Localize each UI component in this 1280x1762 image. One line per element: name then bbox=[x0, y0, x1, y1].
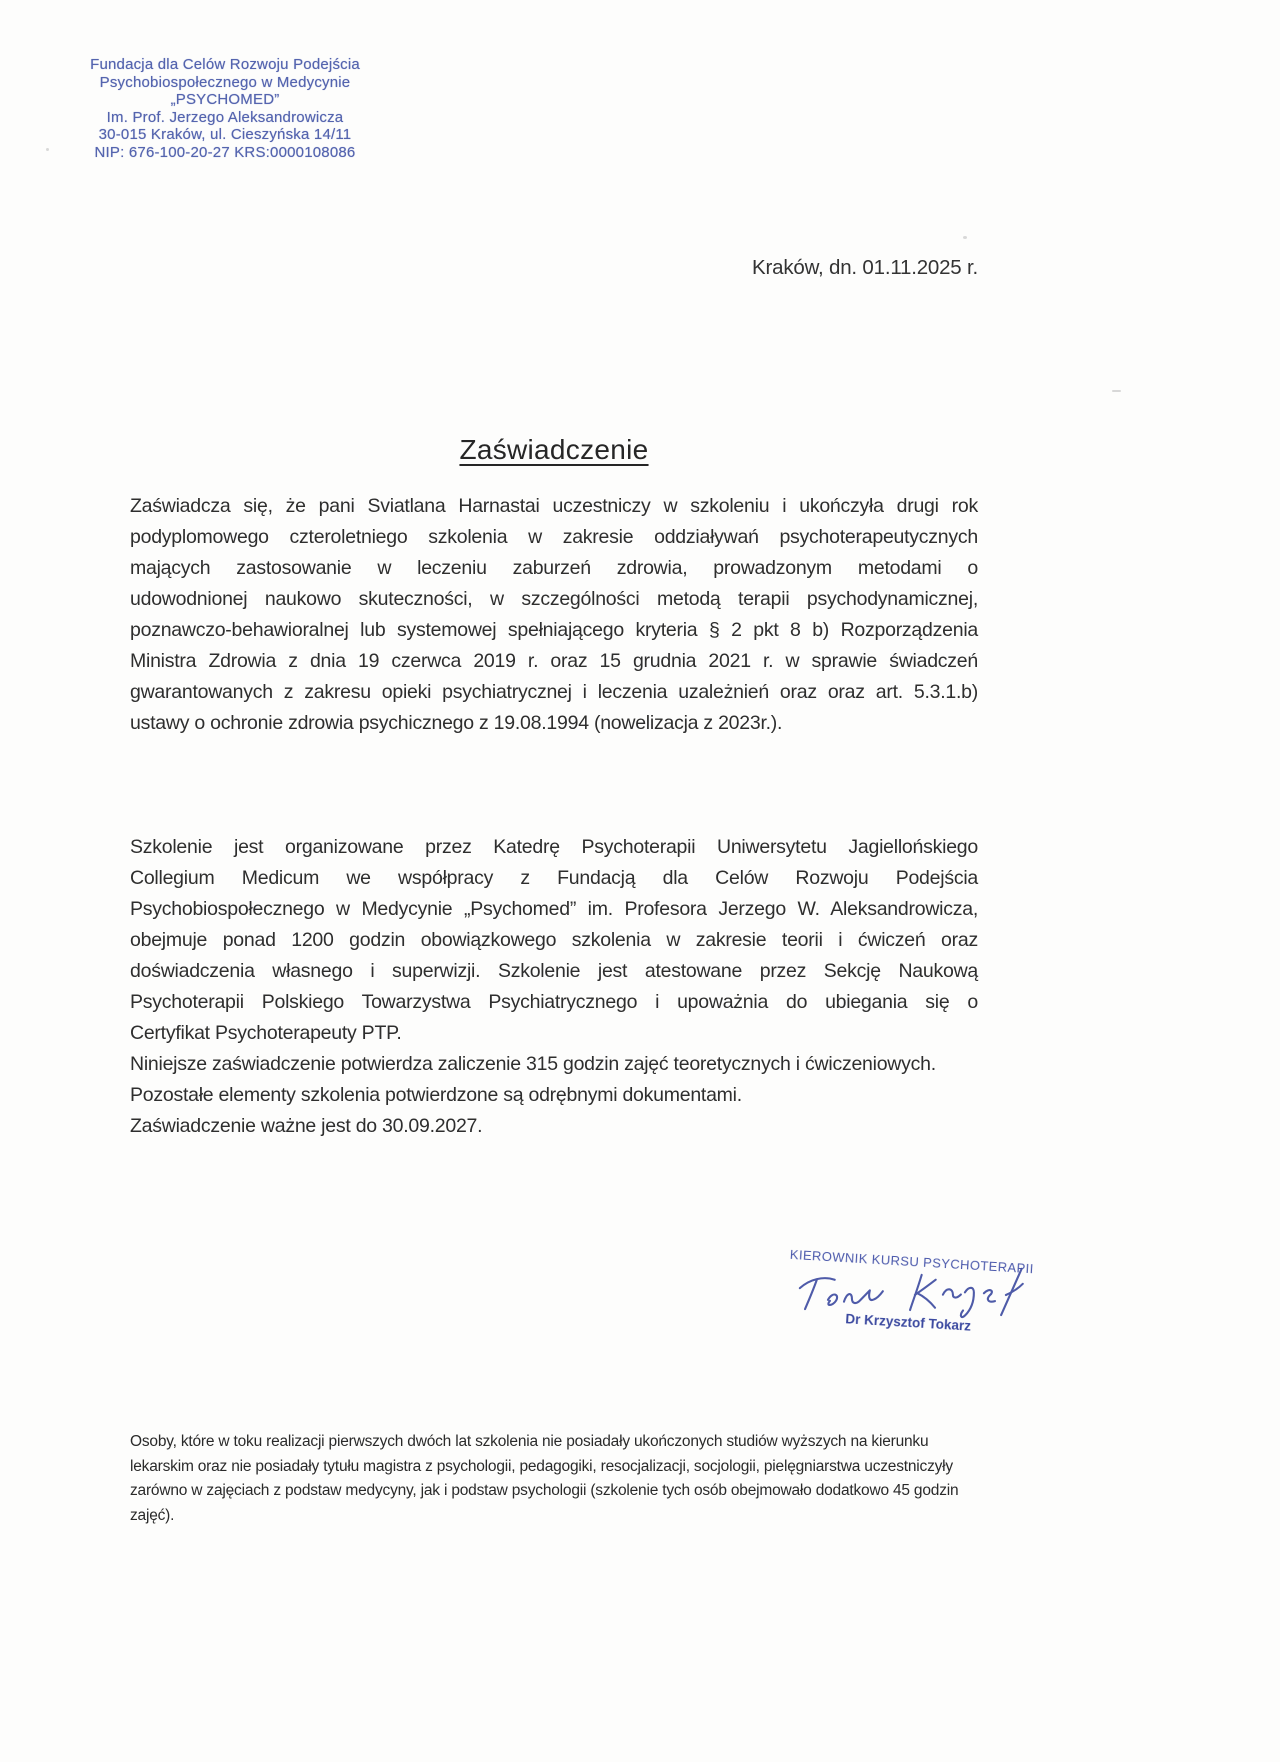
body-line: obejmuje ponad 1200 godzin obowiązkowego szkolenia w zakresie teorii i ćwiczeń oraz bbox=[130, 929, 978, 951]
body-line: Psychobiospołecznego w Medycynie „Psychomed” im. Profesora Jerzego W. Aleksandrowicza, bbox=[130, 898, 978, 920]
body-line: Psychoterapii Polskiego Towarzystwa Psychiatrycznego i upoważnia do ubiegania się o bbox=[130, 991, 978, 1013]
footnote-line: zajęć). bbox=[130, 1506, 175, 1524]
body-line: Zaświadcza się, że pani Sviatlana Harnastai uczestniczy w szkoleniu i ukończyła drugi rok bbox=[130, 495, 978, 517]
body-line: Certyfikat Psychoterapeuty PTP. bbox=[130, 1022, 402, 1044]
stamp-line: Im. Prof. Jerzego Aleksandrowicza bbox=[106, 108, 344, 126]
footnote-line: zarówno w zajęciach z podstaw medycyny, jak i podstaw psychologii (szkolenie tych osób obejmowało dodatkowo 45 godzin bbox=[130, 1482, 959, 1499]
stamp-line: 30-015 Kraków, ul. Cieszyńska 14/11 bbox=[98, 126, 352, 143]
body-line: Collegium Medicum we współpracy z Fundacją dla Celów Rozwoju Podejścia bbox=[130, 867, 978, 889]
date-line: Kraków, dn. 01.11.2025 r. bbox=[752, 256, 978, 279]
signature-role: KIEROWNIK KURSU PSYCHOTERAPII bbox=[789, 1246, 1035, 1277]
signature-name: Dr Krzysztof Tokarz bbox=[844, 1311, 972, 1334]
signature-block bbox=[776, 1246, 1044, 1338]
body-line: Zaświadczenie ważne jest do 30.09.2027. bbox=[130, 1115, 483, 1137]
body-line: doświadczenia własnego i superwizji. Szkolenie jest atestowane przez Sekcję Naukową bbox=[130, 960, 978, 982]
scan-speck bbox=[1112, 390, 1121, 392]
body-paragraph-1 bbox=[130, 491, 978, 739]
body-line: Ministra Zdrowia z dnia 19 czerwca 2019 r. oraz 15 grudnia 2021 r. w sprawie świadczeń bbox=[130, 650, 978, 672]
body-line: ustawy o ochronie zdrowia psychicznego z 19.08.1994 (nowelizacja z 2023r.). bbox=[130, 712, 783, 734]
body-line: poznawczo-behawioralnej lub systemowej spełniającego kryteria § 2 pkt 8 b) Rozporządzenia bbox=[130, 619, 978, 641]
letterhead-stamp bbox=[72, 56, 378, 161]
stamp-line: „PSYCHOMED” bbox=[170, 91, 280, 108]
footnote-line: lekarskim oraz nie posiadały tytułu magistra z psychologii, pedagogiki, resocjalizacji, socjologii, pielęgniarstwa uczestniczyły bbox=[130, 1457, 953, 1475]
footnote-line: Osoby, które w toku realizacji pierwszych dwóch lat szkolenia nie posiadały ukończonych studiów wyższych na kierunku bbox=[130, 1433, 929, 1450]
stamp-line: NIP: 676-100-20-27 KRS:0000108086 bbox=[94, 143, 356, 161]
stamp-line: Fundacja dla Celów Rozwoju Podejścia bbox=[90, 56, 360, 73]
footnote bbox=[130, 1430, 1045, 1528]
document-title: Zaświadczenie bbox=[459, 434, 649, 465]
body-line: gwarantowanych z zakresu opieki psychiatrycznej i leczenia uzależnień oraz oraz art. 5.3.1.b) bbox=[130, 681, 978, 703]
body-line: mających zastosowanie w leczeniu zaburzeń zdrowia, prowadzonym metodami o bbox=[130, 557, 978, 579]
body-paragraph-2 bbox=[130, 832, 978, 1142]
body-line: Szkolenie jest organizowane przez Katedrę Psychoterapii Uniwersytetu Jagiellońskiego bbox=[130, 836, 978, 858]
scan-speck bbox=[963, 236, 967, 239]
body-line: podyplomowego czteroletniego szkolenia w zakresie oddziaływań psychoterapeutycznych bbox=[130, 526, 978, 548]
scan-speck bbox=[46, 148, 49, 151]
body-line: Pozostałe elementy szkolenia potwierdzone są odrębnymi dokumentami. bbox=[130, 1084, 742, 1106]
body-line: Niniejsze zaświadczenie potwierdza zaliczenie 315 godzin zajęć teoretycznych i ćwiczeniowych. bbox=[130, 1053, 936, 1075]
body-line: udowodnionej naukowo skuteczności, w szczególności metodą terapii psychodynamicznej, bbox=[130, 588, 978, 610]
stamp-line: Psychobiospołecznego w Medycynie bbox=[99, 73, 351, 91]
